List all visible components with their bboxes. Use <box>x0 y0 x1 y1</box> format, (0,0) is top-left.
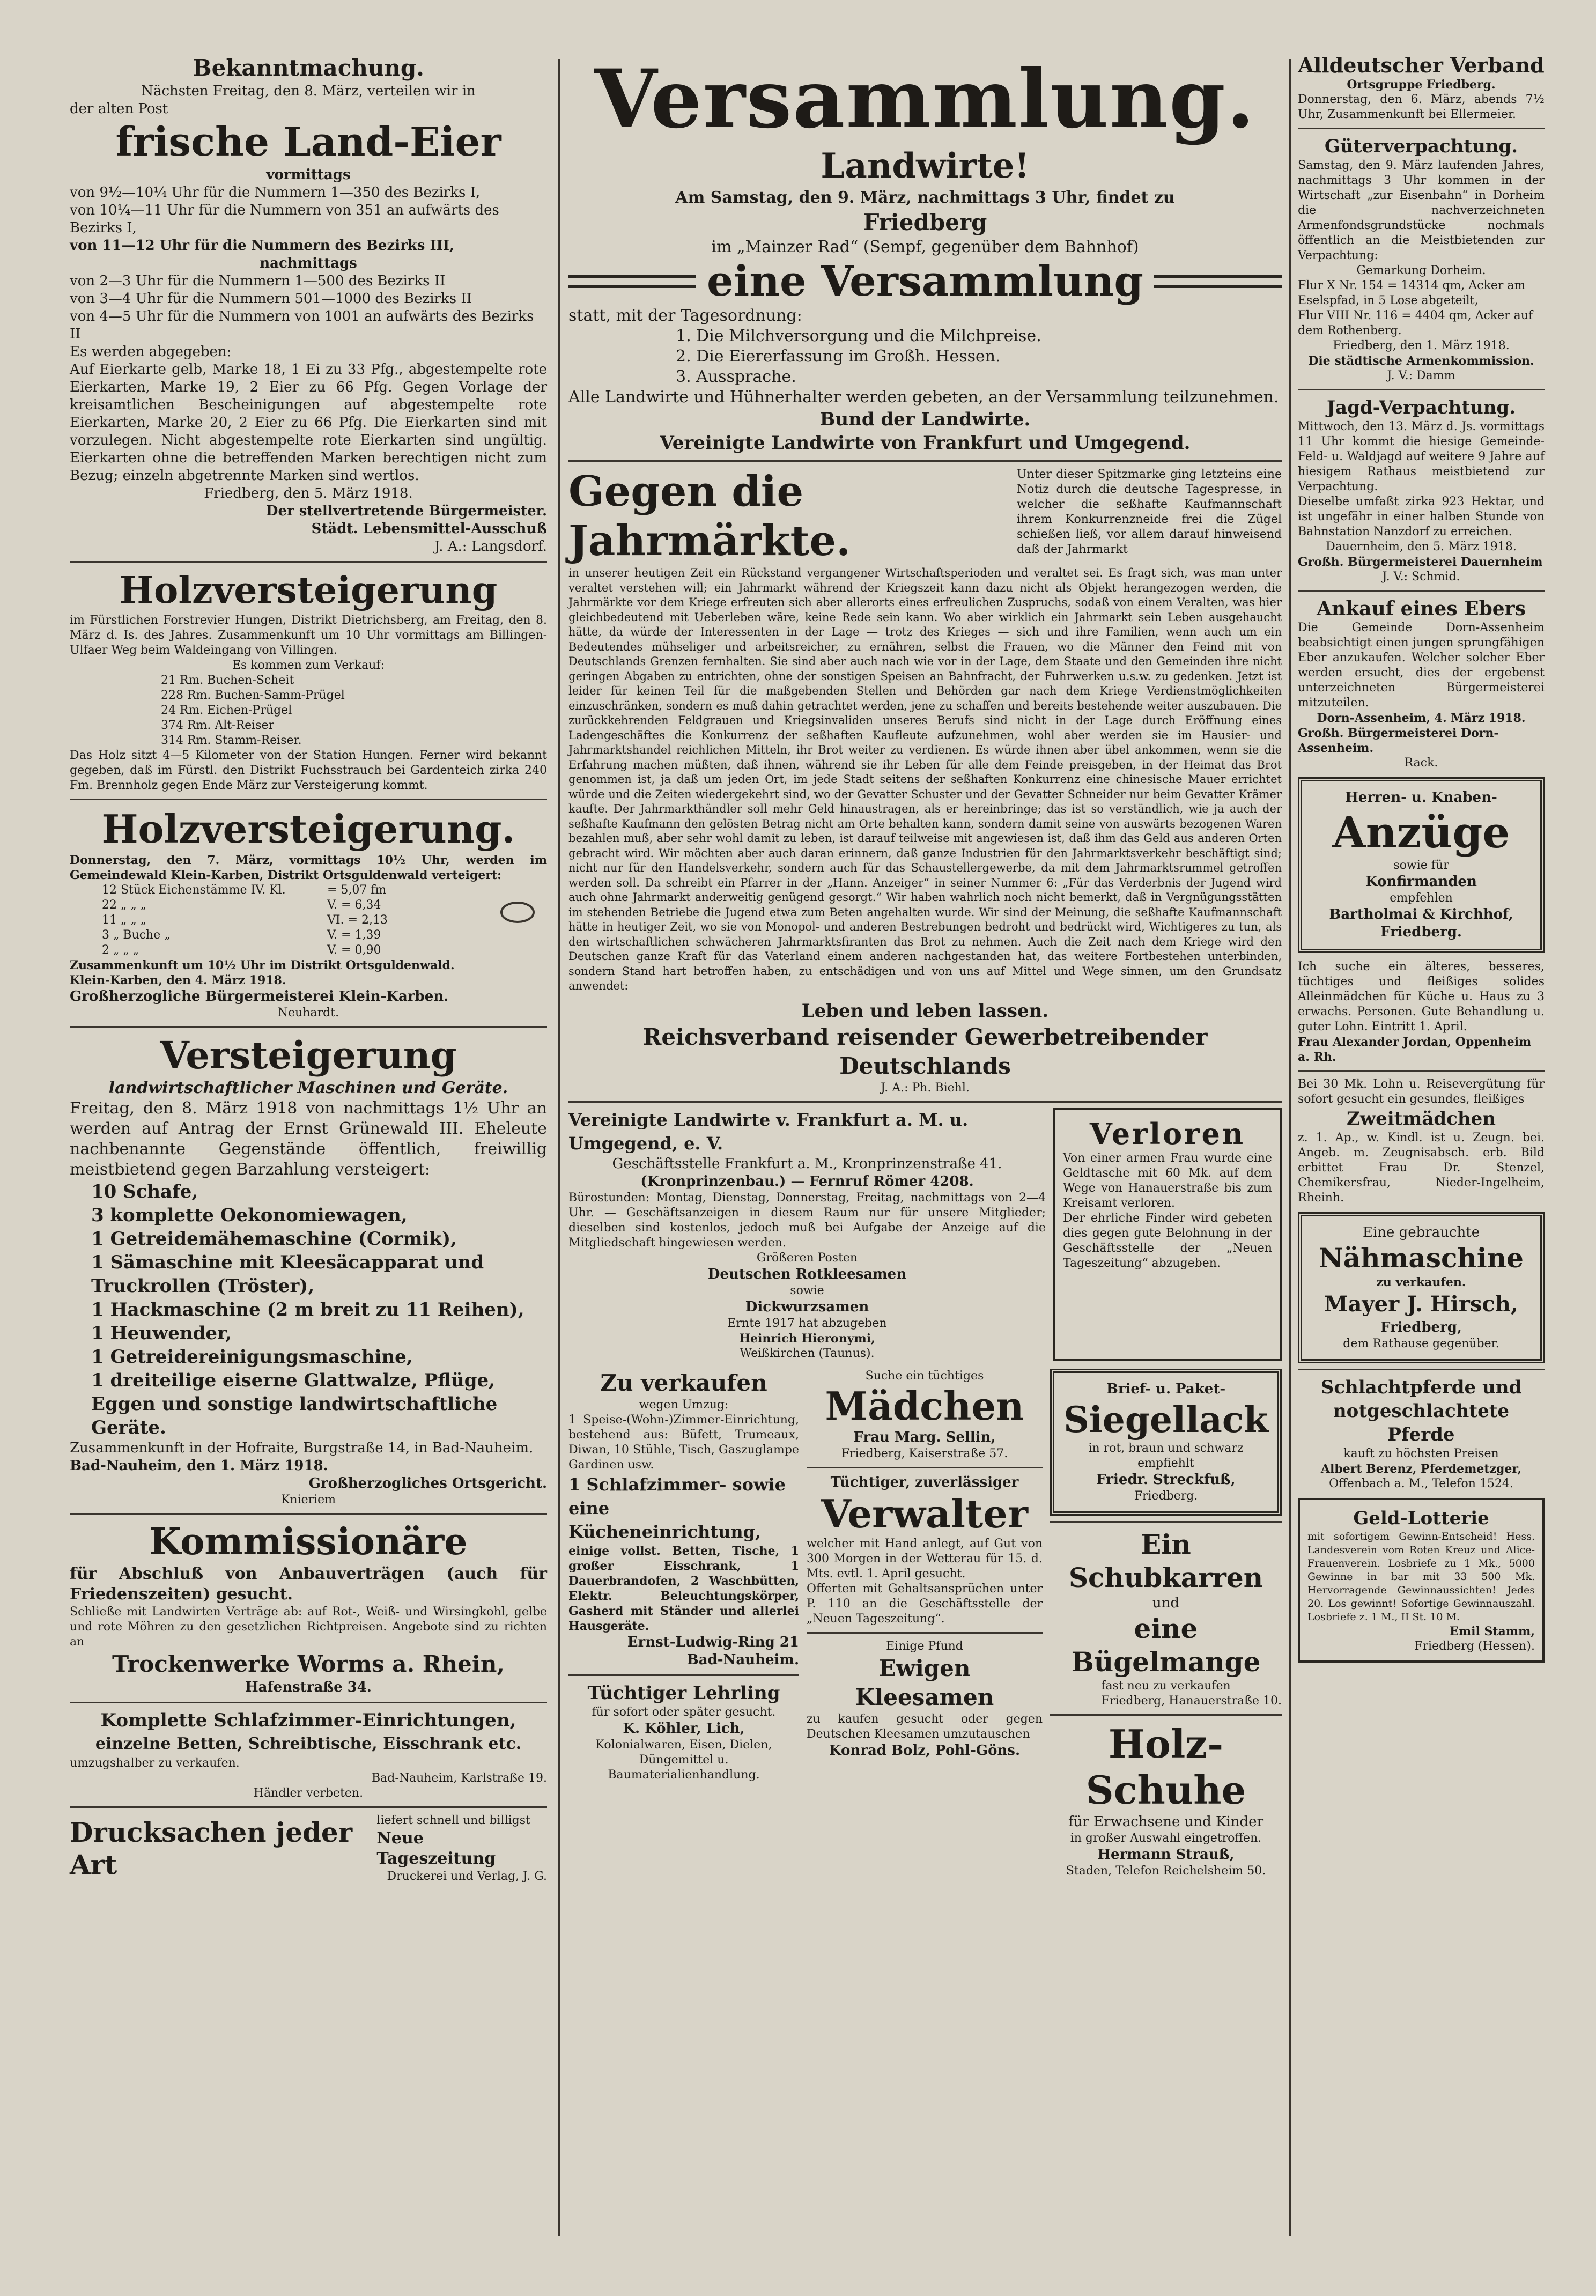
ad-headline: Zu verkaufen <box>600 1369 767 1396</box>
ad-text: nachmittags <box>260 255 357 271</box>
ad-anzuege <box>1298 777 1545 953</box>
ad-date: Dauernheim, den 5. März 1918. <box>1326 540 1517 553</box>
ad-text: dem Rathause gegenüber. <box>1343 1337 1499 1350</box>
ad-text: der alten Post <box>70 101 168 117</box>
ad-headline: Nähmaschine <box>1319 1242 1524 1274</box>
ad-signature: Knieriem <box>280 1493 336 1507</box>
ad-versammlung <box>568 54 1282 455</box>
ad-row: von 11—12 Uhr für die Nummern des Bezirks III, <box>70 238 455 254</box>
ad-signature: Großh. Bürgermeisterei Dauernheim <box>1298 555 1543 569</box>
divider <box>1298 389 1545 390</box>
divider <box>1298 128 1545 129</box>
ad-agenda-item: 2. Die Eiererfassung im Großh. Hessen. <box>676 347 1001 366</box>
divider <box>1298 590 1545 592</box>
ad-date: Dorn-Assenheim, 4. März 1918. <box>1317 711 1526 725</box>
divider <box>568 1674 799 1676</box>
article-body: in unserer heutigen Zeit ein Rückstand vergangener Wirtschaftsperioden und veraltet sei. Es fragt sich, was man unter veraltet verstehen will; ein Jahrmarkt während der Kriegszeit kann dazu nicht als Objekt herangezogen werden, die Jahrmärkte vor dem Kriege erfreuten sich aber allerorts eines erfreulichen Zuspruchs, sodaß von einem Veralten, was hier gleichbedeutend mit Ueberleben wäre, keine Rede sein kann. Wo aber wirklich ein Jahrmarkt sein Leben ausgehaucht hätte, da würde der Interessenten in der Lage — trotz des Krieges — sich und ihre Familien, wenn auch um ein Bedeutendes mühseliger und arbeitsreicher, zu ernähren, selbst die Frauen, wo die Männer den Feind mit von Deutschlands Grenzen fernhalten. Sie sind aber auch nach wie vor in der Lage, dem Staate und den Gemeinden ihre nicht geringen Abgaben zu entrichten, ohne der sonstigen Speisen an Bahnfracht, der Fuhrwerken u.s.w. zu gedenken. Jetzt ist leider für keinen Teil für die maßgebenden Stellen und Behörden gar nach dem Kriege Verdienstmöglichkeiten einzuschränken, sondern es muß dahin getrachtet werden, jene zu schaffen und bereits bestehende weiter auszubauen. Die zurückkehrenden Feldgrauen und Kriegsinvaliden unseres Berufs sind nicht in der Lage durch Eröffnung eines Ladengeschäftes die Konkurrenz der seßhaften Kaufleute aufzunehmen, wohl aber werden sie im Hausier- und Jahrmarktshandel reichlichen Mitteln, ihr Brot weiter zu verdienen. Es würde ihnen aber übel ankommen, wenn sie die Erfahrung machen müßten, daß ihnen, während sie ihr Leben für alle dem Feinde preisgeben, in der Heimat das Brot genommen ist, ja daß um jeden Ort, im jede Stadt seitens der seßhaften Konkurrenz eine chinesische Mauer errichtet würde und die Zeiten wiedergekehrt sind, wo der Gevatter Schuster und der Gevatter Schneider nur beim Gevatter Krämer kaufte. Der Jahrmarkthändler soll mehr Geld hinaustragen, als er hereinbringe; das ist so verständlich, wie ja auch der seßhafte Kaufmann den gelösten Betrag nicht am Orte behalten kann, sondern damit seine von auswärts bezogenen Waren bezahlen muß, aber sehr wohl damit zu leben, ist darauf teilweise mit angewiesen ist, daß ihm das Geld aus anderen Orten gebracht wird. Wir möchten aber auch daran erinnern, daß ganze Industrien für den Jahrmarktsverkehr beschäftigt sind; nicht nur für den Handelsverkehr, sondern auch für das Schaustellergewerbe, da mit dem Jahrmarktsrummel getroffen werden soll. Da schreibt ein Pfarrer in der „Hann. Anzeiger“ in seiner Nummer 6: „Für das Verderbnis der Jugend wird auch ohne Jahrmarkt anderweitig genügend gesorgt.“ Wir haben wahrlich noch nicht bemerkt, daß in Vergnügungsstätten im stehenden Betriebe die Jugend etwa zum Beten angehalten wurde. Wir sind der Meinung, die seßhafte Kaufmannschaft hätte in heutiger Zeit, wo sie von Monopol- und anderen Bestrebungen bedroht und bedrückt wird, Wichtigeres zu tun, als den wirtschaftlichen schwächeren Jahrmarktsfiranten das Brot zu nehmen. Auch die Zeit nach dem Kriege wird den Deutschen ganze Kraft für das Vaterland einem anderen nachgestanden hat, das weitere Fortbestehen unterbinden, sondern Stand hart betroffen haben, zu entschädigen und von uns auf Mittel und Wege sinnen, um den Grundsatz anwendet: <box>568 566 1282 992</box>
ad-headline: Holzversteigerung <box>119 569 498 612</box>
ad-headline: Siegellack <box>1063 1398 1268 1441</box>
ad-text: (Kronprinzenbau.) — Fernruf Römer 4208. <box>640 1173 974 1190</box>
ad-item: 314 Rm. Stamm-Reiser. <box>161 734 302 747</box>
ad-headline: Anzüge <box>1332 807 1510 858</box>
ad-headline: Tüchtiger Lehrling <box>587 1682 780 1704</box>
ad-item: 1 Hackmaschine (2 m breit zu 11 Reihen), <box>91 1299 524 1320</box>
ad-address: Bad-Nauheim. <box>686 1651 799 1668</box>
ad-body: Schließe mit Landwirten Verträge ab: auf Rot-, Weiß- und Wirsingkohl, gelbe und rote Möhren zu den gesetzlichen Richtpreisen. Angebote sind zu richten an <box>70 1605 547 1649</box>
ad-item: 1 dreiteilige eiserne Glattwalze, Pflüge, Eggen und sonstige landwirtschaftliche Geräte. <box>91 1370 498 1438</box>
divider <box>70 1513 547 1515</box>
ad-siegellack <box>1050 1369 1282 1516</box>
ad-text: in rot, braun und schwarz empfiehlt <box>1088 1441 1244 1470</box>
ad-headline: Güterverpachtung. <box>1324 136 1518 157</box>
ad-body: Bürostunden: Montag, Dienstag, Donnerstag, Freitag, nachmittags von 2—4 Uhr. — Geschäftsanzeigen in diesem Raum nur für unsere Mitglieder; dieselben sind kostenlos, jedoch muß bei Aufgabe der Anzeige auf die Mitgliedschaft hingewiesen werden. <box>568 1191 1046 1250</box>
ad-title: Bekanntmachung. <box>193 55 424 81</box>
ad-text: Tüchtiger, zuverlässiger <box>830 1474 1019 1490</box>
ornament-bar <box>1154 275 1282 288</box>
ad-city: Friedberg, <box>1380 1319 1462 1335</box>
ad-text: Druckerei und Verlag, J. G. <box>387 1870 547 1883</box>
article-signature: Reichsverband reisender Gewerbetreibender Deutschlands <box>642 1023 1208 1079</box>
ad-text: wegen Umzug: <box>639 1398 729 1412</box>
ad-vereinigte <box>568 1108 1046 1361</box>
ad-text: für Erwachsene und Kinder <box>1068 1813 1264 1830</box>
ad-maedchen <box>807 1369 1043 1461</box>
ad-gueterverpachtung <box>1298 135 1545 383</box>
ad-body: Freitag, den 8. März 1918 von nachmittags 1½ Uhr an werden auf Antrag der Ernst Grünewald III. Eheleute nachbenannte Gegenstände öffentlich, freiwillig meistbietend gegen Barzahlung versteigert: <box>70 1099 547 1179</box>
divider <box>1298 1369 1545 1370</box>
ad-item: 1 Sämaschine mit Kleesäcapparat und Truckrollen (Tröster), <box>91 1252 484 1297</box>
ad-text: in großer Auswahl eingetroffen. <box>1070 1831 1262 1845</box>
ad-agenda-item: 1. Die Milchversorgung und die Milchpreise. <box>676 327 1041 345</box>
divider <box>568 460 1282 462</box>
right-column <box>1298 54 1545 1663</box>
ad-text: sowie für <box>1393 859 1449 872</box>
ad-text: Geschäftsstelle Frankfurt a. M., Kronprinzenstraße 41. <box>612 1155 1002 1172</box>
ad-item: Flur X Nr. 154 = 14314 qm, Acker am Eselspfad, in 5 Lose abgeteilt, <box>1298 279 1526 307</box>
ad-headline: Alldeutscher Verband <box>1298 53 1545 77</box>
divider <box>1298 1070 1545 1072</box>
ad-body: Mittwoch, den 13. März d. Js. vormittags 11 Uhr kommt die hiesige Gemeinde-Feld- u. Waldjagd auf weitere 9 Jahre auf hiesigem Rathaus meistbietend zur Verpachtung. <box>1298 420 1545 493</box>
article-signature: J. A.: Ph. Biehl. <box>881 1081 970 1095</box>
ad-text: Heinrich Hieronymi, <box>739 1331 875 1346</box>
ad-geldlotterie <box>1298 1498 1545 1663</box>
mid-sub-col-b <box>807 1369 1043 1879</box>
ad-firm: Mayer J. Hirsch, <box>1324 1291 1518 1317</box>
mid-sub-col-c <box>1050 1369 1282 1879</box>
ad-item: Flur VIII Nr. 116 = 4404 qm, Acker auf dem Rothenberg. <box>1298 309 1533 337</box>
divider <box>70 1026 547 1028</box>
ad-cell: V. = 1,39 <box>327 928 381 942</box>
ad-text: Dickwurzsamen <box>745 1298 869 1315</box>
ad-firm: Trockenwerke Worms a. Rhein, <box>112 1651 505 1677</box>
ad-date: Friedberg, den 1. März 1918. <box>1333 339 1510 352</box>
ad-subheadline: landwirtschaftlicher Maschinen und Geräte. <box>108 1079 508 1097</box>
ad-signature: Großherzogliches Ortsgericht. <box>308 1475 547 1492</box>
ad-text: Gemarkung Dorheim. <box>1356 264 1486 277</box>
divider <box>807 1467 1043 1468</box>
divider <box>70 561 547 563</box>
ad-row: von 10¼—11 Uhr für die Nummern von 351 an aufwärts des Bezirks I, <box>70 202 499 236</box>
ad-signature: Konrad Bolz, Pohl-Göns. <box>829 1742 1020 1759</box>
ad-address: Bad-Nauheim, Karlstraße 19. <box>372 1771 547 1785</box>
ad-item: 374 Rm. Alt-Reiser <box>161 719 275 732</box>
mid-lower-row-2 <box>568 1369 1282 1879</box>
mid-lower-row-1 <box>568 1108 1282 1361</box>
ad-text: Es kommen zum Verkauf: <box>232 659 385 672</box>
ad-text: fast neu zu verkaufen <box>1101 1679 1231 1693</box>
ad-text: im „Mainzer Rad“ (Sempf, gegenüber dem Bahnhof) <box>711 238 1139 256</box>
ad-eber <box>1298 597 1545 771</box>
ad-body: Offerten mit Gehaltsansprüchen unter P. 110 an die Geschäftsstelle der „Neuen Tageszeitung“. <box>807 1582 1043 1626</box>
ad-cell: = 5,07 fm <box>327 883 387 897</box>
ad-firm: Hermann Strauß, <box>1097 1846 1235 1863</box>
ad-text: sowie <box>790 1283 824 1297</box>
ad-big: eine Versammlung <box>707 257 1143 306</box>
ad-text: Suche ein tüchtiges <box>865 1369 984 1383</box>
ad-text: Herren- u. Knaben- <box>1345 789 1497 806</box>
divider <box>568 1101 1282 1103</box>
divider <box>807 1632 1043 1634</box>
ad-signature: Rack. <box>1404 756 1438 770</box>
ad-headline: Versteigerung <box>160 1033 457 1077</box>
ad-body: mit sofortigem Gewinn-Entscheid! Hess. Landesverein vom Roten Kreuz und Alice-Frauenverein. Losbriefe zu 1 Mk., 5000 Gewinne in bar mit 33 500 Mk. Hervorragende Gewinnaussichten! Jedes 20. Los gewinnt! Sofortige Gewinnauszahl. Losbriefe z. 1 M., II St. 10 M. <box>1307 1531 1535 1623</box>
ad-headline: Vereinigte Landwirte v. Frankfurt a. M. u. Umgegend, e. V. <box>568 1109 969 1154</box>
ad-cell: 12 Stück Eichenstämme IV. Kl. <box>102 883 286 897</box>
ad-lehrling <box>568 1681 799 1783</box>
ad-row: von 2—3 Uhr für die Nummern 1—500 des Bezirks II <box>70 273 446 289</box>
ad-body: im Fürstlichen Forstrevier Hungen, Distrikt Dietrichsberg, am Freitag, den 8. März d. Is. des Jahres. Zusammenkunft um 10 Uhr vormittags am Billingen-Ulfaer Weg beim Waldeingang von Villingen. <box>70 614 547 657</box>
ad-text: empfehlen <box>1390 891 1453 905</box>
ad-body: zu kaufen gesucht oder gegen Deutschen Kleesamen umzutauschen <box>807 1712 1043 1741</box>
ad-signature: Der stellvertretende Bürgermeister. <box>265 503 547 519</box>
ad-body: Alle Landwirte und Hühnerhalter werden gebeten, an der Versammlung teilzunehmen. <box>568 388 1279 407</box>
ink-blot-icon <box>499 899 536 926</box>
ad-address: Offenbach a. M., Telefon 1524. <box>1329 1477 1513 1490</box>
ad-text: Brief- u. Paket- <box>1106 1380 1226 1397</box>
middle-column <box>568 54 1282 1879</box>
ad-headline: frische Land-Eier <box>115 119 501 165</box>
ad-body: Ich suche ein älteres, besseres, tüchtiges und fleißiges solides Alleinmädchen für Küche u. Haus zu 3 erwachs. Personen. Gute Behandlung u. guter Lohn. Eintritt 1. April. <box>1298 960 1545 1033</box>
ad-headline: eine Bügelmange <box>1071 1612 1261 1678</box>
ad-signature: Städt. Lebensmittel-Ausschuß <box>311 521 547 537</box>
ad-body: welcher mit Hand anlegt, auf Gut von 300 Morgen in der Wetterau für 15. d. Mts. evtl. 1. April gesucht. <box>807 1537 1043 1581</box>
ad-headline: Verwalter <box>821 1490 1028 1537</box>
ad-headline: Schlachtpferde und notgeschlachtete Pferde <box>1320 1377 1522 1445</box>
ad-holz-2 <box>70 806 547 1021</box>
ad-body: Bei 30 Mk. Lohn u. Reisevergütung für sofort gesucht ein gesundes, fleißiges <box>1298 1077 1545 1106</box>
ad-eier <box>70 54 547 556</box>
ad-text: vormittags <box>266 167 351 183</box>
ad-text: Deutschen Rotkleesamen <box>707 1266 907 1282</box>
ad-item: 1 Getreidereinigungsmaschine, <box>91 1346 413 1368</box>
ad-signature: Großh. Bürgermeisterei Dorn-Assenheim. <box>1298 726 1499 755</box>
ad-zu-verkaufen <box>568 1369 799 1669</box>
ad-headline: Jagd-Verpachtung. <box>1326 397 1516 418</box>
divider <box>1050 1521 1282 1523</box>
ad-text: umzugshalber zu verkaufen. <box>70 1756 240 1770</box>
ad-firm: Friedr. Streckfuß, <box>1096 1471 1236 1488</box>
ad-address: Staden, Telefon Reichelsheim 50. <box>1066 1864 1266 1878</box>
ad-subheadline: Landwirte! <box>821 146 1030 186</box>
ad-firm: Neue Tageszeitung <box>376 1829 496 1868</box>
ad-item: 21 Rm. Buchen-Scheit <box>161 674 294 687</box>
ad-headline: Ein Schubkarren <box>1068 1528 1264 1593</box>
ad-city: Friedberg. <box>1380 924 1462 940</box>
ad-text: Zusammenkunft in der Hofraite, Burgstraße 14, in Bad-Nauheim. <box>70 1440 534 1456</box>
ad-text: Am Samstag, den 9. März, nachmittags 3 Uhr, findet zu <box>675 188 1175 207</box>
ad-alldeutscher <box>1298 54 1545 122</box>
ad-item: 24 Rm. Eichen-Prügel <box>161 704 292 717</box>
ad-item: einige vollst. Betten, Tische, 1 großer Eisschrank, 1 Dauerbrandofen, 2 Waschbütten, Elektr. Beleuchtungskörper, Gasherd mit Ständer und allerlei Hausgeräte. <box>568 1544 799 1633</box>
ad-item: 10 Schafe, <box>91 1181 198 1202</box>
ad-text: Es werden abgegeben: <box>70 344 232 360</box>
ad-jagdverpachtung <box>1298 396 1545 585</box>
ad-headline: Holzversteigerung. <box>101 806 515 852</box>
ad-text: Zusammenkunft um 10½ Uhr im Distrikt Ortsguldenwald. <box>70 958 455 972</box>
ad-text: und <box>1152 1594 1180 1611</box>
ad-body: Dieselbe umfaßt zirka 923 Hektar, und ist ungefähr in einer halben Stunde von Bahnstation Nanzdorf zu erreichen. <box>1298 495 1545 538</box>
ad-city: Friedberg (Hessen). <box>1414 1640 1535 1653</box>
ad-date: Friedberg, den 5. März 1918. <box>204 485 413 501</box>
ad-kommissionaere <box>70 1520 547 1696</box>
ad-versteigerung <box>70 1033 547 1508</box>
ad-signature: J. V.: Schmid. <box>1382 570 1460 584</box>
ad-headline: Komplette Schlafzimmer-Einrichtungen, <box>100 1710 516 1731</box>
ad-text: liefert schnell und billigst <box>376 1814 530 1827</box>
ad-drucksachen <box>70 1813 547 1884</box>
ad-signature: Bund der Landwirte. <box>819 409 1031 430</box>
ad-text: Ernte 1917 hat abzugeben <box>727 1316 887 1330</box>
ad-headline: Geld-Lotterie <box>1353 1508 1489 1529</box>
ad-item: 1 Speise-(Wohn-)Zimmer-Einrichtung, bestehend aus: Büfett, Trumeaux, Diwan, 10 Stühle, Tisch, Gaszuglampe Gardinen usw. <box>568 1413 799 1472</box>
ad-text: Eine gebrauchte <box>1362 1224 1480 1241</box>
ad-row: von 3—4 Uhr für die Nummern 501—1000 des Bezirks II <box>70 291 472 307</box>
ad-headline: Versammlung. <box>594 52 1256 146</box>
ad-address: Friedberg, Hanauerstraße 10. <box>1101 1694 1282 1708</box>
ad-text: Friedberg, Kaiserstraße 57. <box>841 1446 1008 1460</box>
ad-signature: J. V.: Damm <box>1387 369 1455 382</box>
ad-text: zu verkaufen. <box>1376 1275 1466 1289</box>
ad-item: 228 Rm. Buchen-Samm-Prügel <box>161 689 345 702</box>
ad-headline: Verloren <box>1089 1116 1246 1151</box>
ad-schlachtpferde <box>1298 1376 1545 1492</box>
ad-signature: J. A.: Langsdorf. <box>434 538 547 555</box>
ad-signature: Vereinigte Landwirte von Frankfurt und Umgegend. <box>660 432 1191 454</box>
divider <box>70 1806 547 1808</box>
ad-verwalter <box>807 1474 1043 1627</box>
column-rule-right <box>1289 59 1291 2236</box>
ad-cell: V. = 6,34 <box>327 898 381 912</box>
ad-text: Konfirmanden <box>1365 874 1477 890</box>
ad-date: Klein-Karben, den 4. März 1918. <box>70 973 286 987</box>
ad-text: für sofort oder später gesucht. <box>592 1705 776 1719</box>
ad-item: 1 Heuwender, <box>91 1323 232 1344</box>
ad-firm: Albert Berenz, Pferdemetzger, <box>1320 1462 1522 1476</box>
ad-kleesamen <box>807 1639 1043 1760</box>
ad-holzschuhe <box>1050 1721 1282 1879</box>
ad-verloren <box>1053 1108 1282 1361</box>
ad-body: Donnerstag, den 6. März, abends 7½ Uhr, Zusammenkunft bei Ellermeier. <box>1298 93 1545 121</box>
ad-cell: V. = 0,90 <box>327 943 381 957</box>
divider <box>70 1702 547 1703</box>
ad-firm: Bartholmai & Kirchhof, <box>1329 906 1513 922</box>
ad-body: Der ehrliche Finder wird gebeten dies gegen gute Belohnung in der Geschäftsstelle der „Neuen Tageszeitung“ abzugeben. <box>1063 1211 1272 1270</box>
ad-signature: Die städtische Armenkommission. <box>1308 354 1534 368</box>
ad-headline: Kommissionäre <box>149 1520 468 1563</box>
ad-item: 1 Getreidemähemaschine (Cormik), <box>91 1228 457 1250</box>
article-jahrmaerkte <box>568 467 1282 1096</box>
ad-address: Hafenstraße 34. <box>245 1679 372 1695</box>
ad-holz-1 <box>70 568 547 793</box>
ad-subheadline: für Abschluß von Anbauverträgen (auch für Friedenszeiten) gesucht. <box>70 1564 547 1604</box>
ad-date: Bad-Nauheim, den 1. März 1918. <box>70 1458 328 1474</box>
divider <box>70 799 547 800</box>
ad-alleinmaedchen <box>1298 959 1545 1206</box>
ad-cell: 3 „ Buche „ <box>102 928 171 942</box>
ad-text: kauft zu höchsten Preisen <box>1343 1447 1499 1460</box>
ad-body: Die Gemeinde Dorn-Assenheim beabsichtigt einen jungen sprungfähigen Eber anzukaufen. Welcher solcher Eber werden ersucht, dies der ergebenst unterzeichneten Bürgermeisterei mitzuteilen. <box>1298 621 1545 710</box>
ad-text: Nächsten Freitag, den 8. März, verteilen wir in <box>141 83 476 99</box>
ad-text: Friedberg. <box>1134 1489 1198 1503</box>
ad-text: Einige Pfund <box>886 1639 963 1653</box>
mid-sub-col-a <box>568 1369 799 1879</box>
ad-headline: Holz-Schuhe <box>1085 1721 1246 1813</box>
ad-schlafzimmer <box>70 1709 547 1801</box>
ad-naehmaschine <box>1298 1212 1545 1363</box>
ad-body: Das Holz sitzt 4—5 Kilometer von der Station Hungen. Ferner wird bekannt gegeben, daß im Fürstl. den Distrikt Fuchsstrauch bei Gardenteich zirka 240 Fm. Brennholz gegen Ende März zur Versteigerung kommt. <box>70 749 547 792</box>
column-rule-left <box>558 59 560 2236</box>
ad-headline: Drucksachen jeder Art <box>70 1817 353 1880</box>
ad-text: Ortsgruppe Friedberg. <box>1347 78 1496 92</box>
ad-body: Von einer armen Frau wurde eine Geldtasche mit 60 Mk. auf dem Wege von Hanauerstraße bis zum Kreisamt verloren. <box>1063 1151 1272 1210</box>
ad-signature: Großherzogliche Bürgermeisterei Klein-Karben. <box>70 988 449 1005</box>
ad-signature: Neuhardt. <box>277 1006 339 1020</box>
article-intro: Unter dieser Spitzmarke ging letzteins eine Notiz durch die deutsche Tagespresse, in welcher die seßhafte Kaufmannschaft ihrem Konkurrenzneide frei die Zügel schießen ließ, vor allem darauf hinweisend daß der Jahrmarkt <box>1017 468 1282 556</box>
ad-cell: 2 „ „ „ <box>102 943 139 957</box>
ad-signature: Frau Alexander Jordan, Oppenheim a. Rh. <box>1298 1035 1532 1064</box>
ad-text: statt, mit der Tagesordnung: <box>568 306 802 325</box>
ad-headline: Mädchen <box>825 1383 1024 1429</box>
ad-text: Kolonialwaren, Eisen, Dielen, Düngemittel u. Baumaterialienhandlung. <box>595 1738 772 1782</box>
ad-body: Auf Eierkarte gelb, Marke 18, 1 Ei zu 33 Pfg., abgestempelte rote Eierkarten, Marke 19, 2 Eier zu 66 Pfg. Gegen Vorlage der kreisamtlichen Bescheinigungen auf abgestempelte rote Eierkarten, Marke 20, 2 Eier zu 66 Pfg. Die Eierkarten sind mit vorzulegen. Nicht abgestempelte rote Eierkarten sind ungültig. Eierkarten ohne die betreffenden Marken berechtigen nicht zum Bezug; einzeln abgetrennte Marken sind wertlos. <box>70 361 547 484</box>
ad-city: Friedberg <box>863 209 987 235</box>
ad-subheadline: einzelne Betten, Schreibtische, Eisschrank etc. <box>95 1734 522 1753</box>
ad-body: Donnerstag, den 7. März, vormittags 10½ Uhr, werden im Gemeindewald Klein-Karben, Distrikt Ortsguldenwald verteigert: <box>70 853 547 882</box>
ad-row: von 9½—10¼ Uhr für die Nummern 1—350 des Bezirks I, <box>70 184 481 201</box>
ad-schubkarren <box>1050 1528 1282 1709</box>
ad-cell: VI. = 2,13 <box>327 913 388 927</box>
ad-text: Frau Marg. Sellin, <box>853 1429 996 1445</box>
ad-firm: K. Köhler, Lich, <box>623 1720 745 1737</box>
ad-body: z. 1. Ap., w. Kindl. ist u. Zeugn. bei. Angeb. m. Zeugnisabsch. erb. Bild erbittet Frau Dr. Stenzel, Chemikersfrau, Nieder-Ingelheim, Rheinh. <box>1298 1131 1545 1205</box>
ad-headline: Ankauf eines Ebers <box>1317 597 1526 620</box>
ad-address: Ernst-Ludwig-Ring 21 <box>627 1634 799 1650</box>
ad-cell: 22 „ „ „ <box>102 898 147 912</box>
ad-text: Größeren Posten <box>756 1251 858 1265</box>
ad-item: 1 Schlafzimmer- sowie eine Kücheneinrichtung, <box>568 1474 786 1542</box>
ad-headline: Zweitmädchen <box>1347 1108 1496 1129</box>
ad-text: Händler verbeten. <box>253 1786 364 1800</box>
article-headline: Gegen die Jahrmärkte. <box>568 467 851 565</box>
ad-firm: Emil Stamm, <box>1450 1625 1535 1638</box>
ad-cell: 11 „ „ „ <box>102 913 147 927</box>
ad-agenda-item: 3. Aussprache. <box>676 367 796 386</box>
ad-headline: Ewigen Kleesamen <box>855 1655 994 1710</box>
ad-item: 3 komplette Oekonomiewagen, <box>91 1205 408 1226</box>
divider <box>1050 1714 1282 1716</box>
ad-body: Samstag, den 9. März laufenden Jahres, nachmittags 3 Uhr kommen in der Wirtschaft „zur Eisenbahn“ in Dorheim die nachverzeichneten Armenfondsgrundstücke nochmals öffentlich an die Meistbietenden zur Verpachtung: <box>1298 159 1545 262</box>
left-column <box>70 54 547 1884</box>
ornament-bar <box>568 275 696 288</box>
article-motto: Leben und leben lassen. <box>801 1000 1049 1022</box>
ad-banner <box>568 257 1282 306</box>
ad-row: von 4—5 Uhr für die Nummern von 1001 an aufwärts des Bezirks II <box>70 308 534 342</box>
ad-text: Weißkirchen (Taunus). <box>740 1346 875 1360</box>
